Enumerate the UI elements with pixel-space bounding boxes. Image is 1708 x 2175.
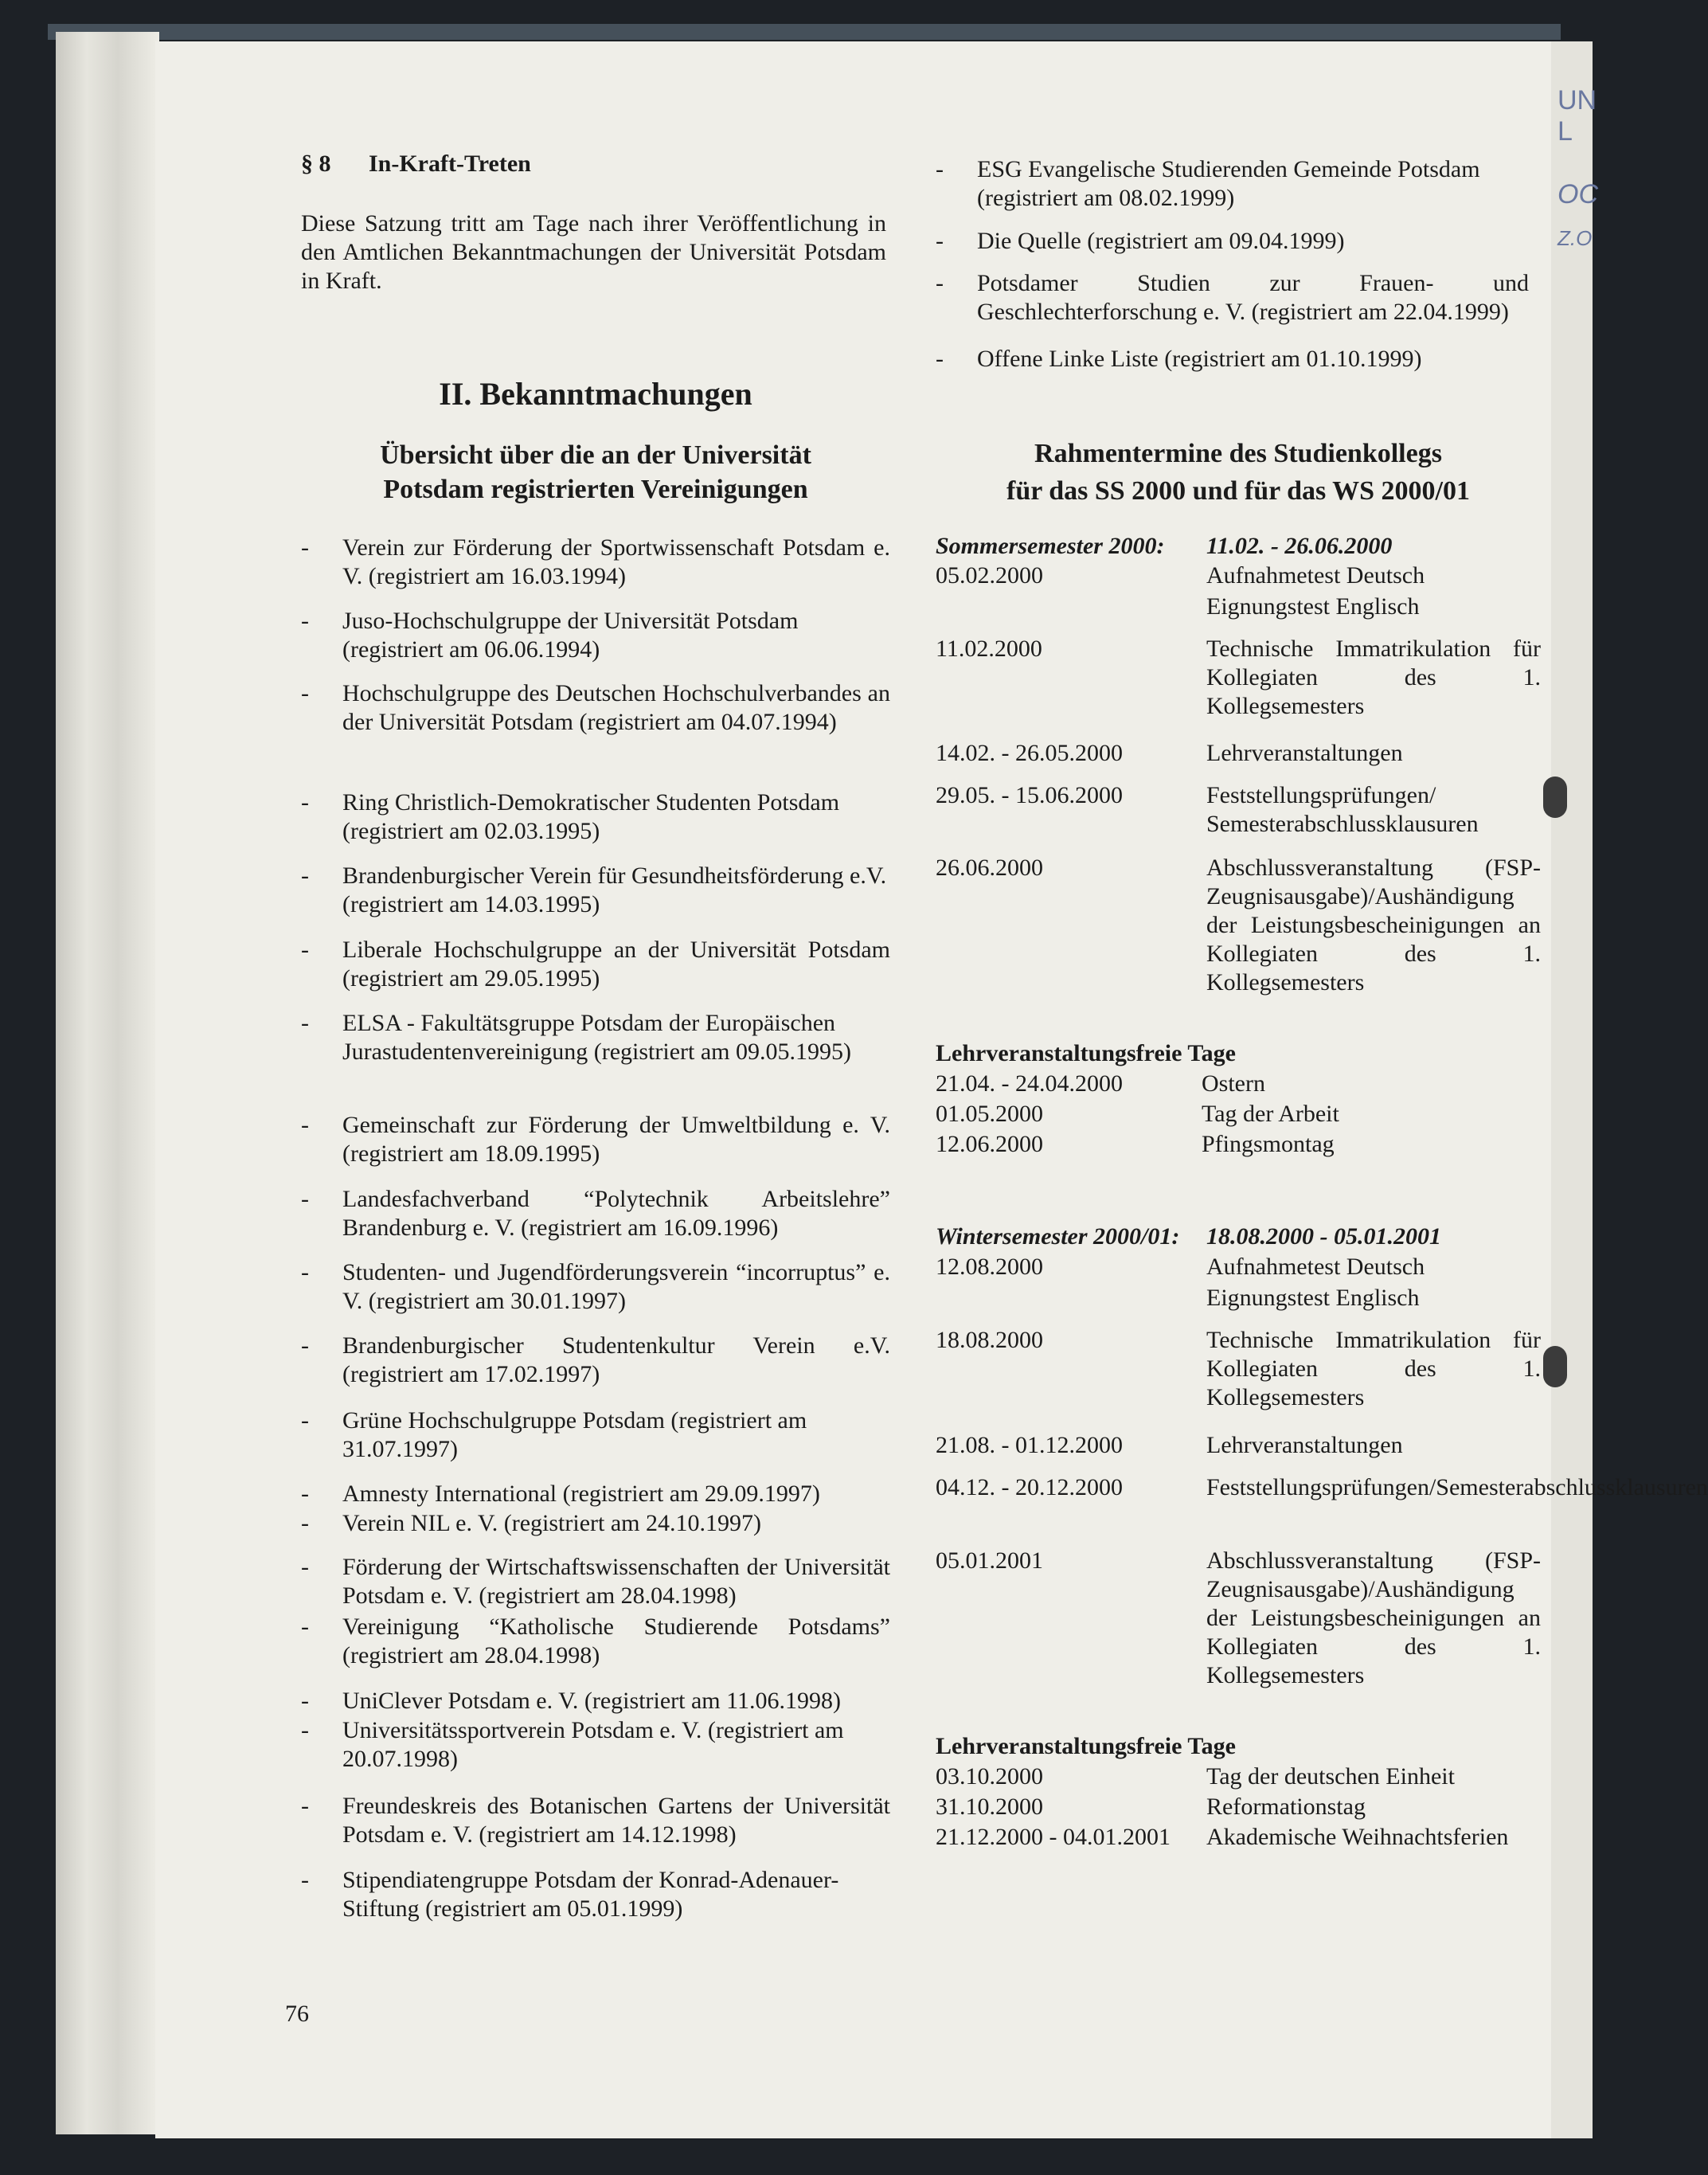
list-item: - Stipendiatengruppe Potsdam der Konrad-Adenauer-Stiftung (registriert am 05.01.1999) (301, 1867, 839, 1922)
book-cover-edge (48, 24, 1561, 40)
list-item: - Grüne Hochschulgruppe Potsdam (registriert am 31.07.1997) (301, 1407, 807, 1462)
list-item: - Brandenburgischer Verein für Gesundheitsförderung e.V. (registriert am 14.03.1995) (301, 863, 887, 917)
margin-fragment: OC (1558, 179, 1598, 209)
list-item: - Studenten- und Jugendförderungsverein “incorruptus” e. V. (registriert am 30.01.1997) (301, 1259, 890, 1314)
schedule-row: 12.08.2000 Aufnahmetest Deutsch (936, 1254, 1425, 1280)
list-item: - Brandenburgischer Studentenkultur Verein e.V. (registriert am 17.02.1997) (301, 1332, 890, 1387)
list-item: - Gemeinschaft zur Förderung der Umweltbildung e. V. (registriert am 18.09.1995) (301, 1112, 890, 1167)
schedule-row: 11.02.2000 Technische Immatrikulation für Kollegiaten des 1. Kollegsemesters (936, 636, 1541, 719)
margin-fragment: UN (1558, 85, 1597, 115)
schedule-row: 29.05. - 15.06.2000 Feststellungsprüfungen/ Semesterabschlussklausuren (936, 782, 1479, 837)
list-item: - Die Quelle (registriert am 09.04.1999) (936, 228, 1345, 254)
section-title: In-Kraft-Treten (369, 151, 531, 177)
section-text: Diese Satzung tritt am Tage nach ihrer Veröffentlichung in den Amtlichen Bekanntmachungen der Universität Potsdam in Kraft. (301, 210, 886, 294)
list-item: - Offene Linke Liste (registriert am 01.10.1999) (936, 346, 1422, 372)
list-item: - Freundeskreis des Botanischen Gartens der Universität Potsdam e. V. (registriert am 14.12.1998) (301, 1793, 890, 1848)
list-item: - Amnesty International (registriert am 29.09.1997) (301, 1481, 820, 1507)
margin-fragment: Z.O (1558, 226, 1593, 250)
schedule-row: 05.01.2001 Abschlussveranstaltung (FSP-Zeugnisausgabe)/Aushändigung der Leistungsbescheinigungen an Kollegiaten des 1. Kollegsemesters (936, 1547, 1541, 1688)
list-item: - Förderung der Wirtschaftswissenschaften der Universität Potsdam e. V. (registriert am 28.04.1998) (301, 1554, 890, 1609)
binding-hole (1543, 1346, 1567, 1387)
schedule-row: 04.12. - 20.12.2000 Feststellungsprüfungen/Semesterabschlussklausuren (936, 1474, 1708, 1500)
list-item: - Verein zur Förderung der Sportwissenschaft Potsdam e. V. (registriert am 16.03.1994) (301, 534, 890, 589)
list-item: - Landesfachverband “Polytechnik Arbeitslehre” Brandenburg e. V. (registriert am 16.09.1996) (301, 1186, 890, 1241)
free-days-heading: Lehrveranstaltungsfreie Tage (936, 1040, 1236, 1066)
free-day-row: 01.05.2000 Tag der Arbeit (936, 1101, 1339, 1127)
heading-bekanntmachungen: II. Bekanntmachungen (439, 376, 752, 412)
list-item: - Vereinigung “Katholische Studierende Potsdams” (registriert am 28.04.1998) (301, 1614, 890, 1668)
subheading-line-2: Potsdam registrierten Vereinigungen (383, 475, 808, 504)
list-item: - Hochschulgruppe des Deutschen Hochschulverbandes an der Universität Potsdam (registriert am 04.07.1994) (301, 680, 890, 735)
free-day-row: 21.04. - 24.04.2000 Ostern (936, 1070, 1265, 1097)
subheading-line-1: Übersicht über die an der Universität (380, 440, 811, 470)
book-page-stack (56, 32, 159, 2134)
list-item: - Ring Christlich-Demokratischer Studenten Potsdam (registriert am 02.03.1995) (301, 789, 840, 844)
free-day-row: 31.10.2000 Reformationstag (936, 1794, 1366, 1820)
schedule-row: Eignungstest Englisch (1206, 593, 1420, 620)
list-item: - ESG Evangelische Studierenden Gemeinde Potsdam (registriert am 08.02.1999) (936, 156, 1480, 211)
schedule-heading-2: für das SS 2000 und für das WS 2000/01 (1006, 476, 1470, 506)
schedule-row: 05.02.2000 Aufnahmetest Deutsch (936, 562, 1425, 589)
list-item: - ELSA - Fakultätsgruppe Potsdam der Europäischen Jurastudentenvereinigung (registriert am 09.05.1995) (301, 1010, 851, 1065)
list-item: - Juso-Hochschulgruppe der Universität Potsdam (registriert am 06.06.1994) (301, 608, 799, 663)
free-days-heading: Lehrveranstaltungsfreie Tage (936, 1733, 1236, 1759)
margin-fragment: L (1558, 116, 1573, 147)
schedule-row: 26.06.2000 Abschlussveranstaltung (FSP-Zeugnisausgabe)/Aushändigung der Leistungsbescheinigungen an Kollegiaten des 1. Kollegsemesters (936, 855, 1541, 996)
schedule-row: 14.02. - 26.05.2000 Lehrveranstaltungen (936, 740, 1403, 766)
binding-hole (1543, 777, 1567, 818)
list-item: - UniClever Potsdam e. V. (registriert am 11.06.1998) (301, 1688, 842, 1714)
schedule-row: 18.08.2000 Technische Immatrikulation für Kollegiaten des 1. Kollegsemesters (936, 1327, 1541, 1410)
adjacent-page-edge (1551, 41, 1598, 2138)
winter-semester-header: Wintersemester 2000/01: 18.08.2000 - 05.01.2001 (936, 1223, 1441, 1250)
list-item: - Universitätssportverein Potsdam e. V. (registriert am 20.07.1998) (301, 1717, 844, 1772)
page-number: 76 (285, 2001, 309, 2027)
list-item: - Liberale Hochschulgruppe an der Universität Potsdam (registriert am 29.05.1995) (301, 937, 890, 992)
free-day-row: 12.06.2000 Pfingsmontag (936, 1131, 1335, 1157)
schedule-row: Eignungstest Englisch (1206, 1285, 1420, 1311)
summer-semester-header: Sommersemester 2000: 11.02. - 26.06.2000 (936, 533, 1393, 559)
section-number: § 8 (301, 151, 331, 177)
list-item: - Potsdamer Studien zur Frauen- und Geschlechterforschung e. V. (registriert am 22.04.1999) (936, 270, 1529, 325)
schedule-row: 21.08. - 01.12.2000 Lehrveranstaltungen (936, 1432, 1403, 1458)
free-day-row: 03.10.2000 Tag der deutschen Einheit (936, 1763, 1455, 1790)
free-day-row: 21.12.2000 - 04.01.2001 Akademische Weihnachtsferien (936, 1824, 1509, 1850)
list-item: - Verein NIL e. V. (registriert am 24.10.1997) (301, 1510, 761, 1536)
schedule-heading-1: Rahmentermine des Studienkollegs (1034, 439, 1442, 468)
